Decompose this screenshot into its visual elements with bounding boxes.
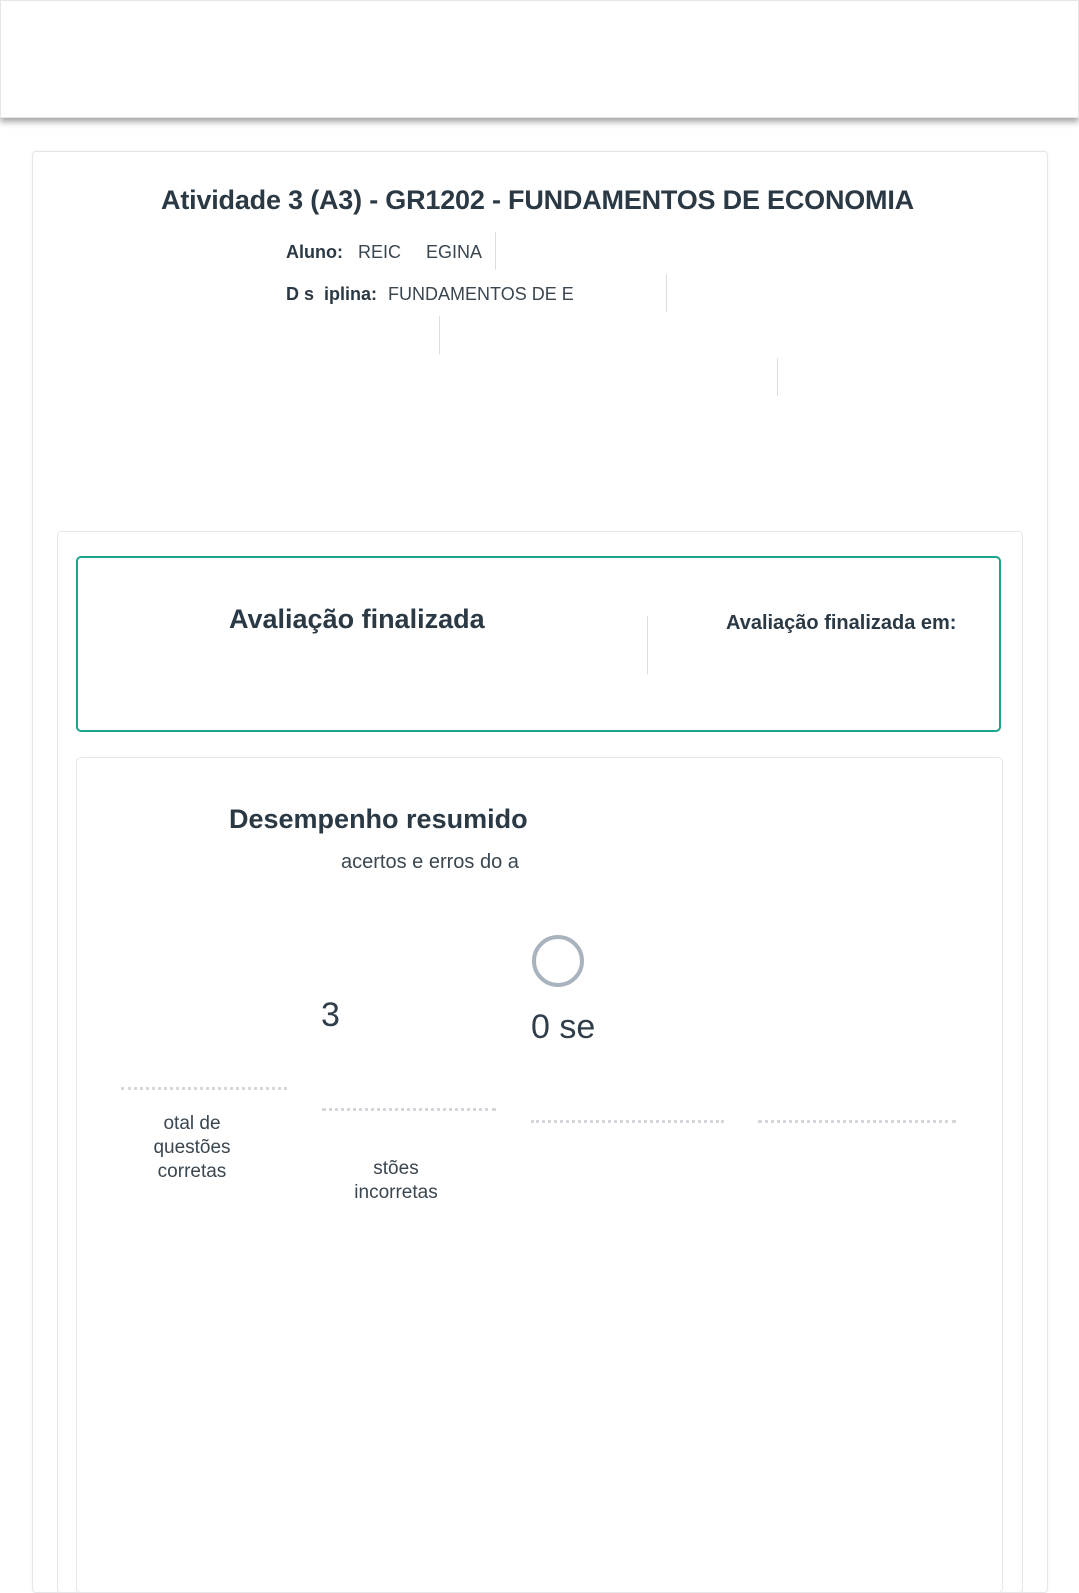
discipline-row xyxy=(286,284,574,305)
student-name: REIC EGINA xyxy=(358,242,483,262)
incorrect-questions-caption: stões incorretas xyxy=(354,1158,438,1203)
evaluation-status-box xyxy=(76,556,1001,732)
stat-separator xyxy=(758,1120,956,1123)
top-header-bar xyxy=(0,0,1079,118)
correct-questions-caption: otal de questões corretas xyxy=(153,1113,231,1182)
discipline-label: D s iplina: xyxy=(286,284,378,304)
stat-separator xyxy=(531,1120,724,1123)
finished-at-label: Avaliação finalizada em: xyxy=(726,612,957,634)
loading-ring-icon xyxy=(532,935,584,987)
incorrect-count: 3 xyxy=(321,996,340,1034)
page-title: Atividade 3 (A3) - GR1202 - FUNDAMENTOS DE ECONOMIA xyxy=(161,185,914,215)
summary-title: Desempenho resumido xyxy=(229,804,528,834)
divider xyxy=(495,232,496,270)
student-label: Aluno: xyxy=(286,242,343,262)
summary-subtitle: acertos e erros do a xyxy=(341,851,519,873)
divider xyxy=(777,358,778,396)
stat-separator xyxy=(121,1087,287,1090)
stat-separator xyxy=(322,1108,496,1111)
evaluation-status-title: Avaliação finalizada xyxy=(229,604,485,634)
time-value: 0 se xyxy=(531,1008,596,1046)
discipline-name: FUNDAMENTOS DE E xyxy=(388,284,574,304)
divider xyxy=(647,616,648,674)
divider xyxy=(439,316,440,354)
divider xyxy=(666,274,667,312)
student-row xyxy=(286,242,482,263)
